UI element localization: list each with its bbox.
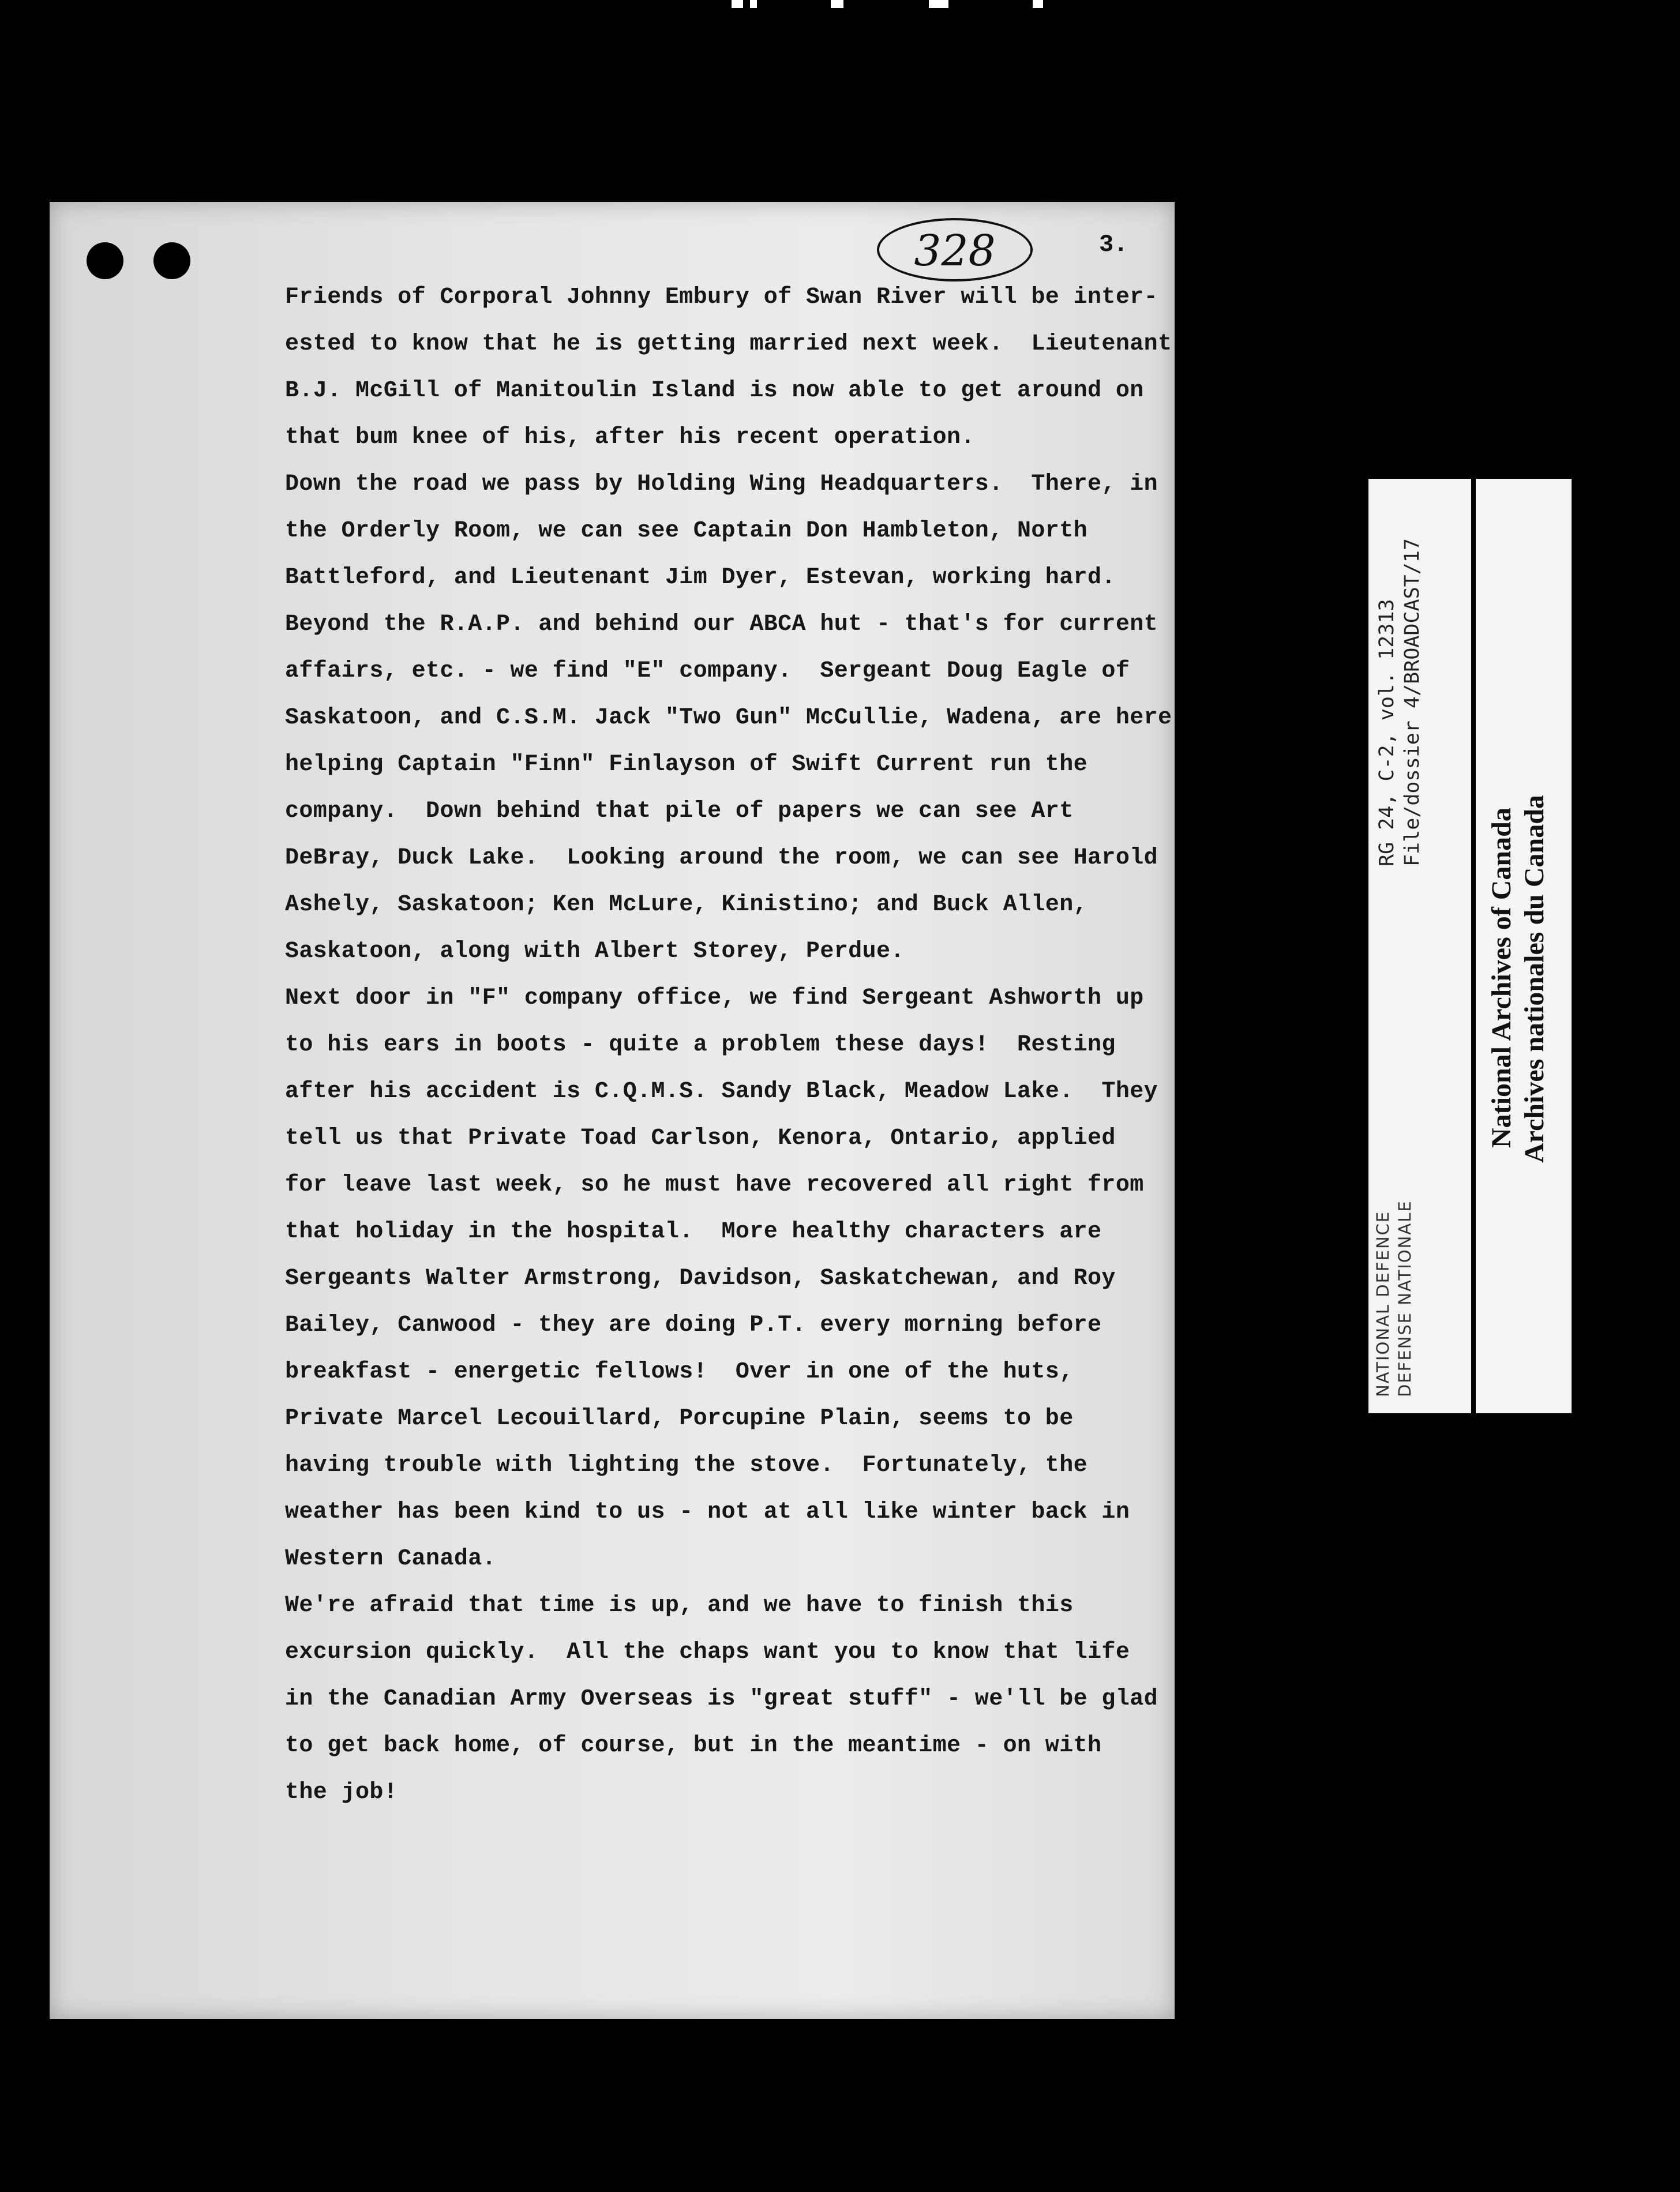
text-line: Private Marcel Lecouillard, Porcupine Plain, seems to be bbox=[285, 1406, 1074, 1432]
text-line: helping Captain "Finn" Finlayson of Swift Current run the bbox=[285, 752, 1088, 778]
folio-number: 328 bbox=[914, 226, 996, 276]
archive-reference-line-1: RG 24, C-2, vol. 12313 bbox=[1375, 599, 1398, 866]
punch-hole-left bbox=[87, 242, 123, 279]
text-line: for leave last week, so he must have recovered all right from bbox=[285, 1172, 1144, 1198]
text-line: Down the road we pass by Holding Wing Headquarters. There, in bbox=[285, 471, 1158, 497]
text-line: to his ears in boots - quite a problem these days! Resting bbox=[285, 1032, 1116, 1058]
text-line: company. Down behind that pile of papers we can see Art bbox=[285, 798, 1074, 824]
text-line: that holiday in the hospital. More healthy characters are bbox=[285, 1219, 1102, 1245]
text-line: Bailey, Canwood - they are doing P.T. every morning before bbox=[285, 1312, 1102, 1338]
text-line: Battleford, and Lieutenant Jim Dyer, Estevan, working hard. bbox=[285, 565, 1116, 591]
text-line: Western Canada. bbox=[285, 1546, 497, 1572]
archives-name-english: National Archives of Canada bbox=[1486, 808, 1517, 1148]
text-line: Sergeants Walter Armstrong, Davidson, Saskatchewan, and Roy bbox=[285, 1266, 1116, 1292]
text-line: ested to know that he is getting married next week. Lieutenant bbox=[285, 331, 1172, 357]
text-line: affairs, etc. - we find "E" company. Sergeant Doug Eagle of bbox=[285, 658, 1130, 684]
text-line: having trouble with lighting the stove. Fortunately, the bbox=[285, 1452, 1088, 1478]
text-line: We're afraid that time is up, and we have to finish this bbox=[285, 1593, 1074, 1619]
text-line: Friends of Corporal Johnny Embury of Swan River will be inter- bbox=[285, 284, 1158, 310]
film-edge-marks bbox=[721, 0, 1067, 14]
text-line: in the Canadian Army Overseas is "great stuff" - we'll be glad bbox=[285, 1686, 1158, 1712]
text-line: Beyond the R.A.P. and behind our ABCA hut - that's for current bbox=[285, 611, 1158, 637]
text-line: to get back home, of course, but in the meantime - on with bbox=[285, 1733, 1102, 1759]
text-line: that bum knee of his, after his recent operation. bbox=[285, 425, 975, 451]
department-line-1: NATIONAL DEFENCE bbox=[1373, 1210, 1393, 1397]
text-line: B.J. McGill of Manitoulin Island is now able to get around on bbox=[285, 378, 1144, 404]
department-line-2: DEFENSE NATIONALE bbox=[1395, 1200, 1415, 1397]
page-number: 3. bbox=[1099, 231, 1128, 258]
text-line: Next door in "F" company office, we find Sergeant Ashworth up bbox=[285, 985, 1144, 1011]
punch-hole-right bbox=[153, 242, 190, 279]
text-line: the Orderly Room, we can see Captain Don Hambleton, North bbox=[285, 518, 1088, 544]
text-line: Saskatoon, along with Albert Storey, Perdue. bbox=[285, 939, 905, 964]
text-line: weather has been kind to us - not at all like winter back in bbox=[285, 1499, 1130, 1525]
text-line: after his accident is C.Q.M.S. Sandy Black, Meadow Lake. They bbox=[285, 1079, 1158, 1105]
text-line: DeBray, Duck Lake. Looking around the room, we can see Harold bbox=[285, 845, 1158, 871]
archives-name-french: Archives nationales du Canada bbox=[1519, 795, 1550, 1163]
text-line: the job! bbox=[285, 1780, 398, 1806]
archive-reference-line-2: File/dossier 4/BROADCAST/17 bbox=[1401, 538, 1424, 866]
text-line: Ashely, Saskatoon; Ken McLure, Kinistino; and Buck Allen, bbox=[285, 892, 1088, 918]
text-line: Saskatoon, and C.S.M. Jack "Two Gun" McCullie, Wadena, are here bbox=[285, 705, 1172, 731]
text-line: tell us that Private Toad Carlson, Kenora, Ontario, applied bbox=[285, 1125, 1116, 1151]
text-line: breakfast - energetic fellows! Over in one of the huts, bbox=[285, 1359, 1074, 1385]
text-line: excursion quickly. All the chaps want you to know that life bbox=[285, 1639, 1130, 1665]
body-text bbox=[285, 277, 1185, 1819]
